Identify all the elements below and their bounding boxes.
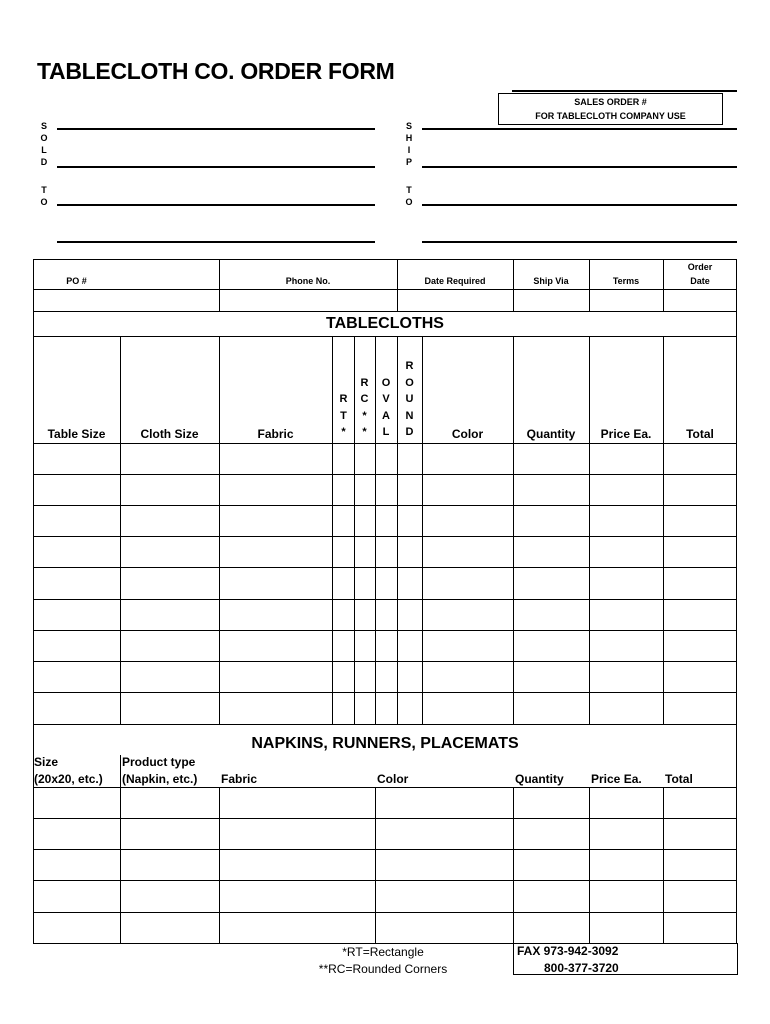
grid-line: [33, 536, 737, 537]
ship-to-letter: P: [405, 157, 412, 167]
sales-order-note: FOR TABLECLOTH COMPANY USE: [535, 111, 686, 121]
rt-header-letter: *: [341, 426, 346, 438]
ship-to-letter: [404, 169, 414, 185]
round-header-letter: N: [405, 409, 414, 422]
sold-to-label: [39, 121, 49, 209]
grid-line: [736, 259, 737, 944]
round-header-letter: O: [405, 376, 414, 389]
grid-line: [33, 474, 737, 475]
grid-line: [422, 336, 423, 724]
ship-to-letter: T: [406, 185, 412, 195]
rc-header: [354, 375, 375, 441]
grid-line: [513, 787, 514, 943]
oval-header-letter: V: [382, 393, 390, 405]
grid-line: [120, 755, 121, 943]
oval-header-letter: O: [381, 376, 391, 389]
order-date-input[interactable]: [663, 289, 737, 311]
grid-line: [33, 630, 737, 631]
grid-line: [33, 880, 737, 881]
napkin-price-header: Price Ea.: [591, 772, 642, 786]
oval-header-letter: A: [382, 409, 390, 422]
oval-header: [375, 375, 397, 441]
grid-line: [219, 787, 220, 943]
napkin-fabric-header: Fabric: [221, 772, 258, 786]
round-header-letter: U: [405, 393, 414, 405]
grid-line: [33, 599, 737, 600]
ship-to-letter: S: [405, 121, 412, 131]
grid-line: [33, 336, 737, 337]
page-title: TABLECLOTH CO. ORDER FORM: [37, 58, 395, 84]
grid-line: [513, 336, 514, 724]
sold-to-letter: D: [40, 157, 48, 167]
grid-line: [375, 787, 376, 943]
grid-line: [33, 849, 737, 850]
grid-line: [589, 336, 590, 724]
phone-number: 800-377-3720: [544, 961, 619, 975]
grid-line: [33, 912, 737, 913]
rc-header-letter: *: [362, 426, 367, 438]
contact-box: [513, 943, 738, 975]
rc-header-letter: C: [360, 393, 369, 405]
grid-line: [33, 259, 34, 944]
terms-header: Terms: [612, 276, 640, 286]
grid-line: [33, 311, 737, 312]
price-header: Price Ea.: [600, 427, 652, 441]
sold-to-line-3[interactable]: [57, 204, 375, 206]
napkin-total-header: Total: [665, 772, 693, 786]
ship-to-letter: H: [405, 133, 413, 143]
round-header-letter: D: [405, 426, 414, 438]
total-header: Total: [686, 427, 714, 441]
ship-to-label: [404, 121, 414, 209]
sold-to-letter: [39, 169, 49, 185]
rt-header: [333, 391, 354, 441]
grid-line: [663, 787, 664, 943]
order-date-header-2: Date: [690, 276, 710, 286]
round-header: [397, 358, 422, 441]
phone-input[interactable]: [219, 289, 397, 311]
product-type-header-1: Product type: [122, 755, 196, 769]
po-input[interactable]: [33, 289, 219, 311]
grid-line: [33, 505, 737, 506]
ship-to-letter: O: [405, 197, 413, 207]
sold-to-letter: S: [40, 121, 47, 131]
po-header: PO #: [66, 276, 87, 286]
sales-order-label: SALES ORDER #: [574, 97, 647, 107]
fabric-header: Fabric: [257, 427, 294, 441]
grid-line: [663, 336, 664, 724]
sold-to-line-2[interactable]: [57, 166, 375, 168]
cloth-size-header: Cloth Size: [140, 427, 199, 441]
color-header: Color: [451, 427, 484, 441]
sales-order-box[interactable]: [498, 93, 723, 125]
oval-header-letter: L: [382, 426, 390, 438]
sold-to-letter: O: [40, 197, 48, 207]
sales-order-rule: [512, 90, 737, 92]
napkins-title: NAPKINS, RUNNERS, PLACEMATS: [251, 735, 519, 752]
grid-line: [33, 818, 737, 819]
grid-line: [33, 692, 737, 693]
footnote-rc: **RC=Rounded Corners: [318, 962, 448, 976]
grid-line: [33, 567, 737, 568]
quantity-header: Quantity: [526, 427, 576, 441]
sold-to-letter: L: [41, 145, 47, 155]
sold-to-letter: T: [41, 185, 47, 195]
ship-to-line-1[interactable]: [422, 128, 737, 130]
rc-header-letter: *: [362, 409, 367, 422]
sold-to-letter: O: [40, 133, 48, 143]
ship-to-line-4[interactable]: [422, 241, 737, 243]
napkin-quantity-header: Quantity: [515, 772, 564, 786]
ship-via-header: Ship Via: [533, 276, 569, 286]
rt-header-letter: T: [340, 409, 347, 422]
ship-to-letter: I: [407, 145, 411, 155]
napkin-color-header: Color: [377, 772, 409, 786]
size-header-2: (20x20, etc.): [34, 772, 103, 786]
grid-line: [33, 787, 737, 788]
ship-to-line-3[interactable]: [422, 204, 737, 206]
product-type-header-2: (Napkin, etc.): [122, 772, 198, 786]
rt-header-letter: R: [339, 393, 348, 405]
date-required-input[interactable]: [397, 289, 513, 311]
grid-line: [33, 259, 737, 260]
phone-header: Phone No.: [285, 276, 331, 286]
fax-number: FAX 973-942-3092: [517, 944, 619, 958]
sold-to-line-4[interactable]: [57, 241, 375, 243]
date-required-header: Date Required: [424, 276, 486, 286]
grid-line: [33, 443, 737, 444]
grid-line: [33, 661, 737, 662]
grid-line: [219, 336, 220, 724]
footnote-rt: *RT=Rectangle: [342, 945, 424, 959]
tablecloths-title: TABLECLOTHS: [326, 315, 444, 332]
terms-input[interactable]: [589, 289, 663, 311]
grid-line: [589, 787, 590, 943]
grid-line: [120, 336, 121, 724]
ship-to-line-2[interactable]: [422, 166, 737, 168]
size-header-1: Size: [34, 755, 59, 769]
rc-header-letter: R: [360, 376, 369, 389]
sold-to-line-1[interactable]: [57, 128, 375, 130]
round-header-letter: R: [405, 360, 414, 372]
order-date-header-1: Order: [687, 262, 713, 272]
table-size-header: Table Size: [47, 427, 106, 441]
grid-line: [33, 724, 737, 725]
ship-via-input[interactable]: [513, 289, 589, 311]
